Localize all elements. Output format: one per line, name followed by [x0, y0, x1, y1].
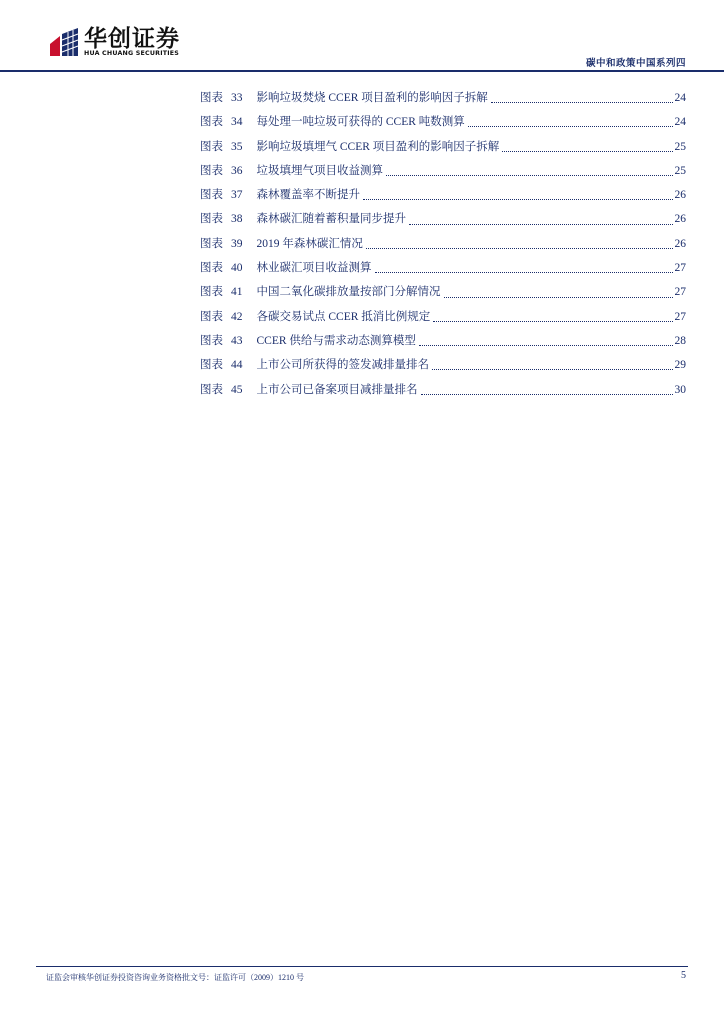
- toc-entry-page: 26: [674, 189, 686, 202]
- toc-entry-number: 38: [231, 213, 243, 226]
- toc-entry[interactable]: [200, 135, 686, 159]
- toc-entry-page: 26: [674, 237, 686, 250]
- toc-leader-dots: [409, 223, 673, 225]
- toc-entry-title: 森林碳汇随着蓄积量同步提升: [256, 213, 406, 226]
- toc-entry[interactable]: [200, 159, 686, 183]
- toc-entry-title: 影响垃圾焚烧 CCER 项目盈利的影响因子拆解: [256, 92, 488, 104]
- toc-entry-prefix: 图表: [200, 286, 223, 299]
- toc-entry-page: 26: [674, 213, 686, 226]
- toc-entry-number: 43: [231, 334, 243, 347]
- header-divider: [0, 70, 724, 72]
- toc-entry-prefix: 图表: [200, 334, 223, 347]
- toc-entry-page: 24: [674, 92, 686, 104]
- toc-leader-dots: [419, 344, 673, 346]
- toc-entry-prefix: 图表: [200, 383, 223, 396]
- toc-entry-number: 35: [231, 140, 243, 153]
- logo-english-name: HUA CHUANG SECURITIES: [84, 50, 180, 57]
- toc-entry-number: 33: [231, 92, 243, 104]
- company-logo: [46, 26, 186, 60]
- toc-entry-title: 中国二氧化碳排放量按部门分解情况: [256, 286, 441, 299]
- toc-entry-number: 44: [231, 359, 243, 372]
- toc-leader-dots: [421, 393, 673, 395]
- toc-entry-title: 2019 年森林碳汇情况: [256, 237, 363, 250]
- toc-entry-number: 37: [231, 189, 243, 202]
- toc-entry-title: 垃圾填埋气项目收益测算: [256, 164, 383, 177]
- toc-entry-title: 各碳交易试点 CCER 抵消比例规定: [256, 310, 431, 323]
- toc-entry-page: 24: [674, 116, 686, 129]
- toc-entry-prefix: 图表: [200, 116, 223, 129]
- page-header: [0, 0, 724, 74]
- toc-entry[interactable]: [200, 183, 686, 207]
- toc-entry[interactable]: [200, 256, 686, 280]
- toc-entry[interactable]: [200, 378, 686, 402]
- toc-entry-page: 29: [674, 359, 686, 372]
- toc-entry[interactable]: [200, 207, 686, 231]
- toc-entry-number: 39: [231, 237, 243, 250]
- toc-entry[interactable]: [200, 329, 686, 353]
- toc-entry[interactable]: [200, 353, 686, 377]
- toc-entry-prefix: 图表: [200, 237, 223, 250]
- toc-entry-title: 林业碳汇项目收益测算: [256, 262, 372, 275]
- toc-entry-number: 40: [231, 262, 243, 275]
- toc-entry-prefix: 图表: [200, 189, 223, 202]
- toc-entry-number: 36: [231, 164, 243, 177]
- toc-entry-prefix: 图表: [200, 310, 223, 323]
- toc-leader-dots: [363, 198, 673, 200]
- toc-entry-page: 27: [674, 286, 686, 299]
- toc-leader-dots: [491, 101, 673, 103]
- toc-entry[interactable]: [200, 110, 686, 134]
- toc-entry-prefix: 图表: [200, 262, 223, 275]
- toc-entry-title: 森林覆盖率不断提升: [256, 189, 360, 202]
- toc-entry-page: 28: [674, 334, 686, 347]
- toc-leader-dots: [502, 150, 672, 152]
- toc-leader-dots: [386, 174, 673, 176]
- toc-leader-dots: [468, 125, 673, 127]
- toc-leader-dots: [375, 271, 673, 273]
- toc-entry-title: 上市公司已备案项目减排量排名: [256, 383, 418, 396]
- toc-entry-prefix: 图表: [200, 213, 223, 226]
- toc-entry-title: 上市公司所获得的签发减排量排名: [256, 359, 429, 372]
- toc-entry-title: 每处理一吨垃圾可获得的 CCER 吨数测算: [256, 116, 465, 129]
- toc-entry-prefix: 图表: [200, 92, 223, 104]
- toc-leader-dots: [432, 368, 673, 370]
- toc-entry-title: 影响垃圾填埋气 CCER 项目盈利的影响因子拆解: [256, 140, 500, 153]
- toc-entry-number: 34: [231, 116, 243, 129]
- toc-entry-number: 41: [231, 286, 243, 299]
- footer-license-note: 证监会审核华创证券投资咨询业务资格批文号：证监许可（2009）1210 号: [46, 973, 304, 982]
- toc-entry-prefix: 图表: [200, 359, 223, 372]
- toc-entry-page: 27: [674, 262, 686, 275]
- figure-list: [200, 86, 686, 402]
- toc-entry[interactable]: [200, 232, 686, 256]
- logo-mark-icon: [46, 26, 80, 60]
- toc-leader-dots: [433, 320, 672, 322]
- toc-entry[interactable]: [200, 86, 686, 110]
- toc-entry-page: 27: [674, 310, 686, 323]
- page-number: 5: [681, 970, 686, 981]
- toc-leader-dots: [444, 296, 673, 298]
- toc-entry-page: 25: [674, 140, 686, 153]
- toc-entry-page: 30: [674, 383, 686, 396]
- toc-entry-number: 42: [231, 310, 243, 323]
- toc-entry-number: 45: [231, 383, 243, 396]
- footer-divider: [36, 966, 688, 967]
- toc-entry-title: CCER 供给与需求动态测算模型: [256, 334, 416, 347]
- toc-entry[interactable]: [200, 280, 686, 304]
- toc-entry-page: 25: [674, 164, 686, 177]
- report-series-title: 碳中和政策中国系列四: [585, 58, 686, 69]
- toc-entry[interactable]: [200, 305, 686, 329]
- logo-chinese-name: 华创证券: [84, 26, 180, 52]
- toc-entry-prefix: 图表: [200, 164, 223, 177]
- toc-entry-prefix: 图表: [200, 140, 223, 153]
- toc-leader-dots: [366, 247, 673, 249]
